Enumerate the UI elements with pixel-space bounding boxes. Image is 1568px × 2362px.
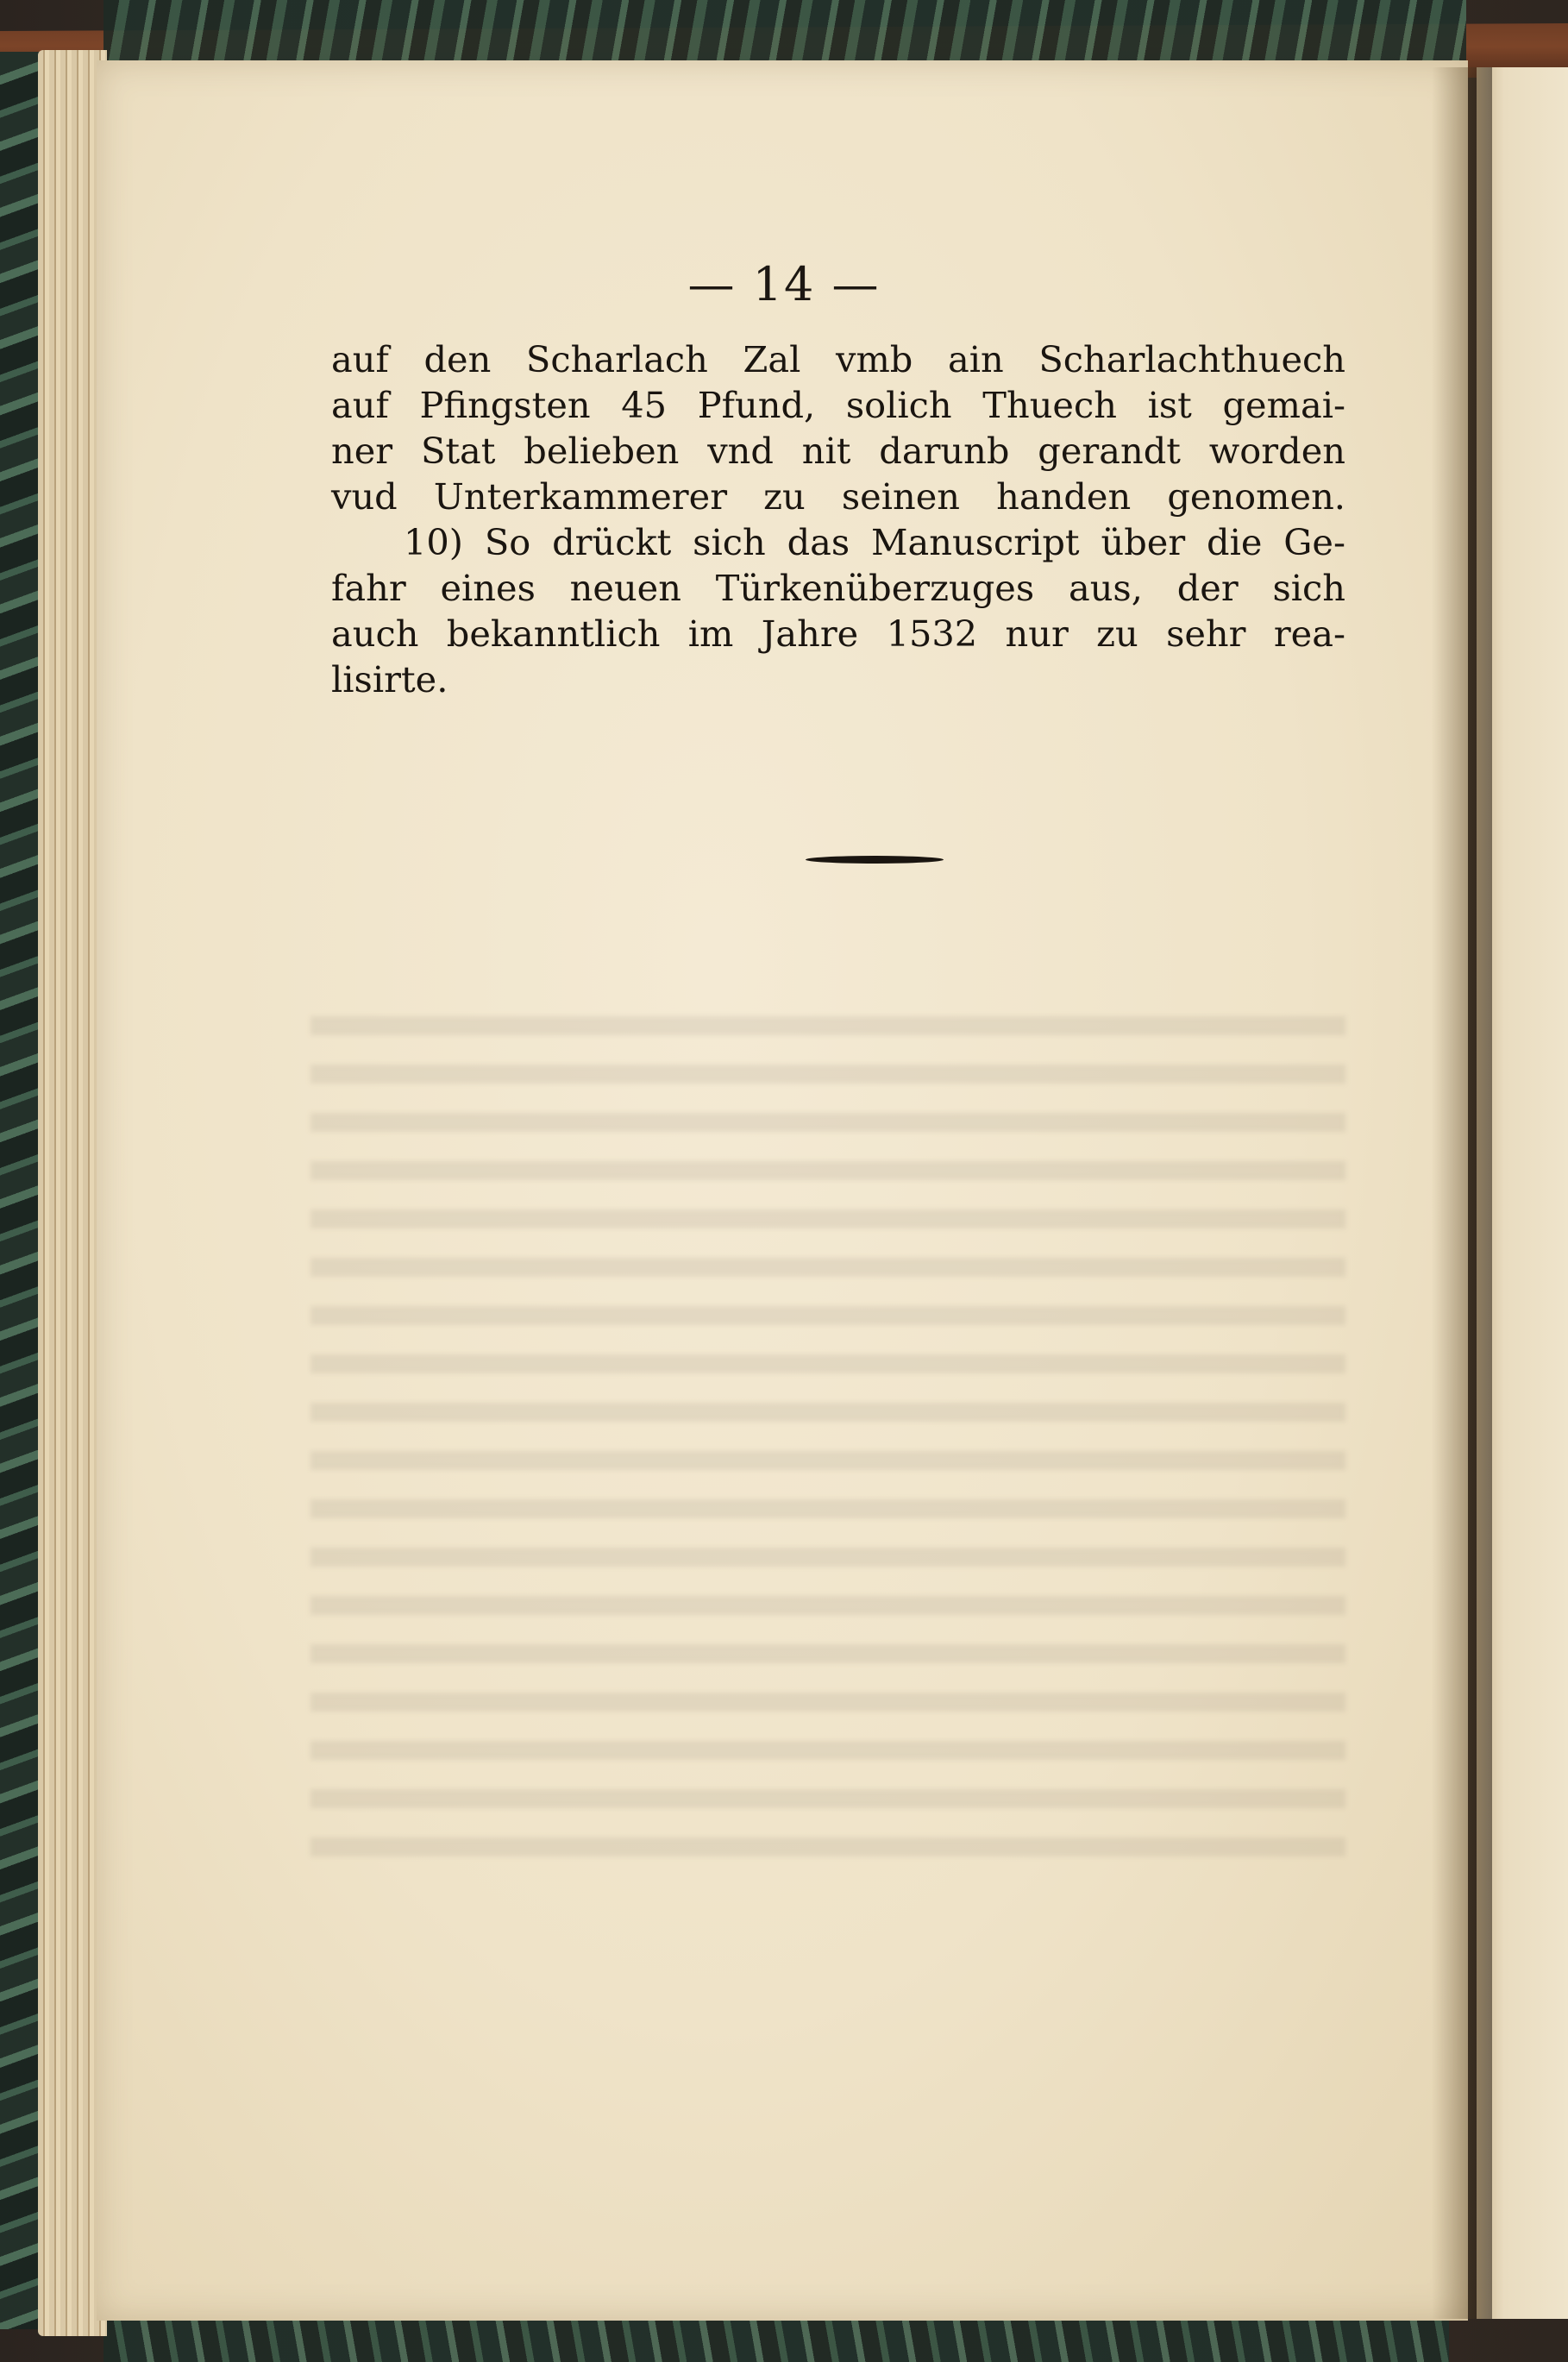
page-number: — 14 — <box>687 257 881 311</box>
text-line: ner Stat belieben vnd nit darunb gerandt worden <box>331 430 1345 472</box>
show-through <box>310 1001 1345 1863</box>
text-line: vud Unterkammerer zu seinen handen genomen. <box>331 475 1345 518</box>
cover-marbling-top <box>103 0 1466 60</box>
text-line: auch bekanntlich im Jahre 1532 nur zu sehr rea- <box>331 612 1345 655</box>
section-rule <box>806 856 944 864</box>
body-text <box>331 336 1345 702</box>
text-line: fahr eines neuen Türkenüberzuges aus, der sich <box>331 567 1345 609</box>
text-line: 10) So drückt sich das Manuscript über die Ge- <box>404 521 1345 563</box>
text-line: auf den Scharlach Zal vmb ain Scharlachthuech <box>331 338 1345 380</box>
text-line: lisirte. <box>331 658 448 700</box>
gutter-shadow <box>1432 67 1492 2319</box>
text-line: auf Pfingsten 45 Pfund, solich Thuech ist gemai- <box>331 384 1345 426</box>
